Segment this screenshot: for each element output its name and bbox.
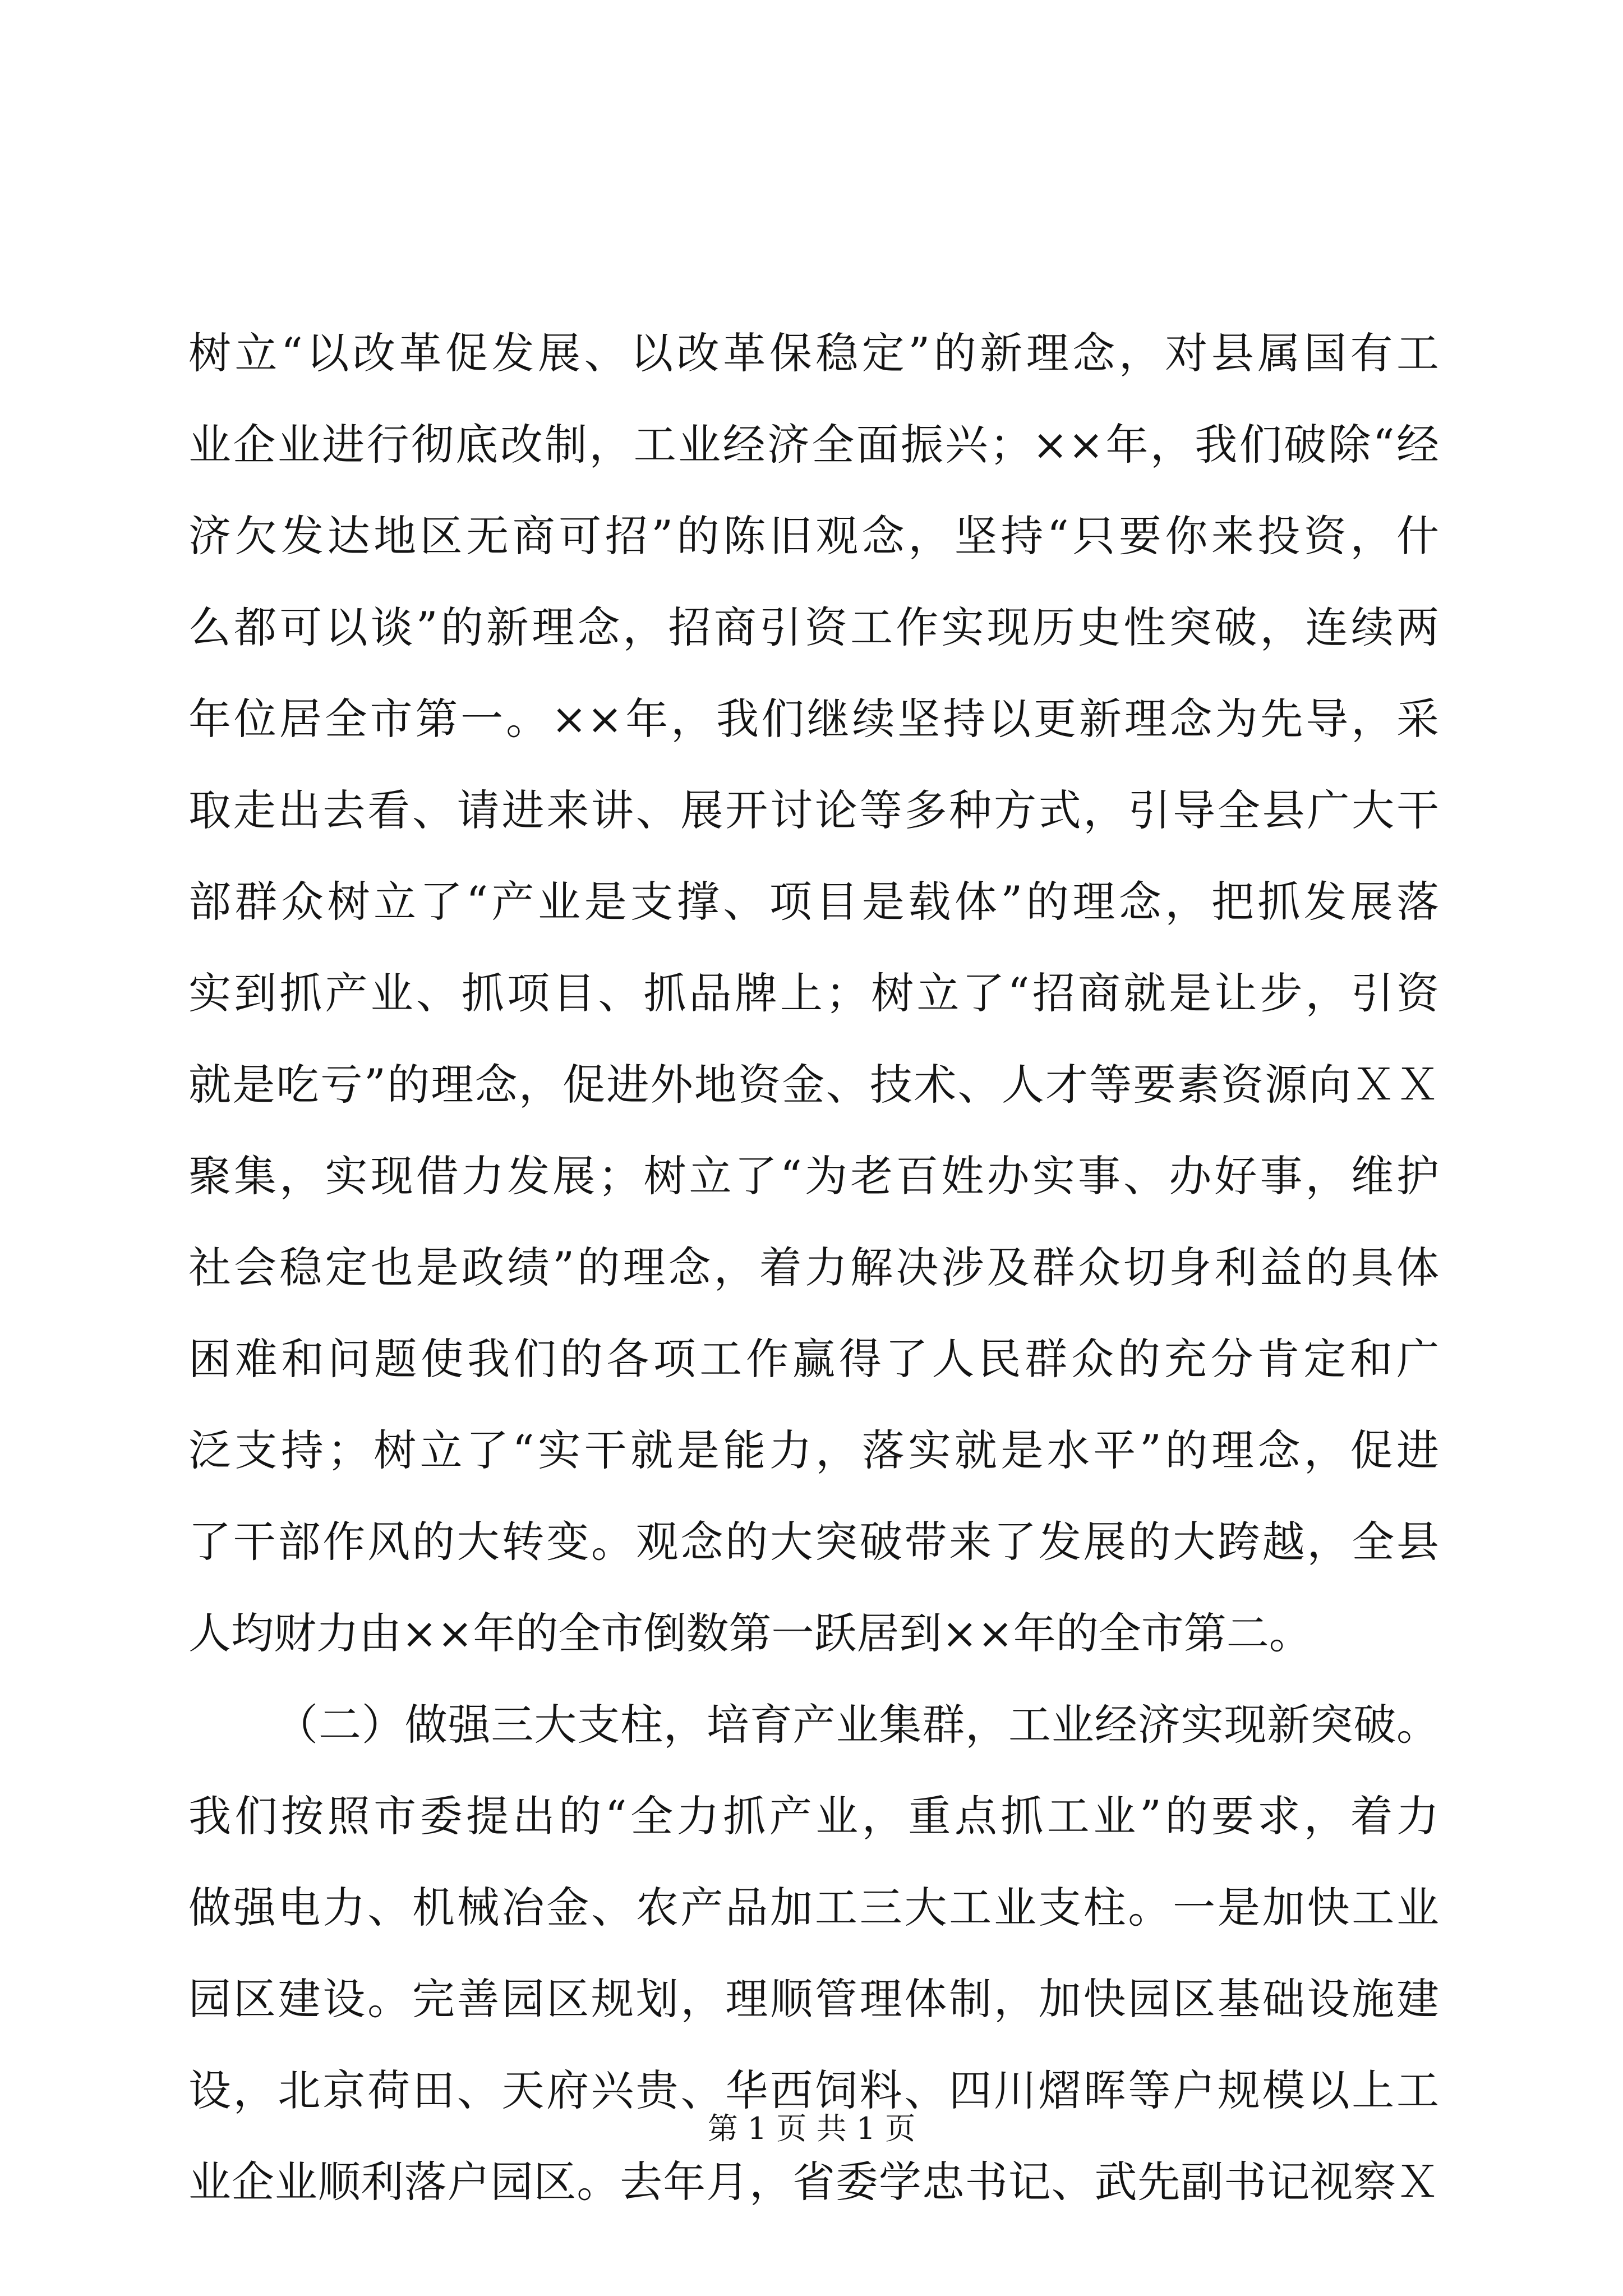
text-line: 聚集，实现借力发展；树立了“为老百姓办实事、办好事，维护 <box>188 1151 1439 1201</box>
text-line: 就是吃亏”的理念，促进外地资金、技术、人才等要素资源向ＸＸ <box>188 1060 1439 1110</box>
text-line: 业企业进行彻底改制，工业经济全面振兴；××年，我们破除“经 <box>188 420 1439 470</box>
text-line: 泛支持；树立了“实干就是能力，落实就是水平”的理念，促进 <box>188 1425 1439 1475</box>
text-line: 取走出去看、请进来讲、展开讨论等多种方式，引导全县广大干 <box>188 785 1439 835</box>
text-line: 做强电力、机械冶金、农产品加工三大工业支柱。一是加快工业 <box>188 1883 1439 1932</box>
text-line: 社会稳定也是政绩”的理念，着力解决涉及群众切身利益的具体 <box>188 1243 1439 1292</box>
text-line: 实到抓产业、抓项目、抓品牌上；树立了“招商就是让步，引资 <box>188 968 1439 1018</box>
text-line: 树立“以改革促发展、以改革保稳定”的新理念，对县属国有工 <box>188 328 1439 378</box>
text-line: 设，北京荷田、天府兴贵、华西饲料、四川熠晖等户规模以上工 <box>188 2065 1439 2115</box>
section-heading-line: （二）做强三大支柱，培育产业集群，工业经济实现新突破。 <box>275 1700 1439 1750</box>
text-line: 部群众树立了“产业是支撑、项目是载体”的理念，把抓发展落 <box>188 877 1439 927</box>
text-line: 业企业顺利落户园区。去年月，省委学忠书记、武先副书记视察Ｘ <box>188 2157 1439 2207</box>
text-line: 年位居全市第一。××年，我们继续坚持以更新理念为先导，采 <box>188 694 1439 744</box>
paragraph-end-line: 人均财力由××年的全市倒数第一跃居到××年的全市第二。 <box>188 1608 1312 1658</box>
text-line: 济欠发达地区无商可招”的陈旧观念，坚持“只要你来投资，什 <box>188 511 1439 561</box>
text-line: 困难和问题使我们的各项工作赢得了人民群众的充分肯定和广 <box>188 1334 1439 1384</box>
text-line: 了干部作风的大转变。观念的大突破带来了发展的大跨越，全县 <box>188 1517 1439 1567</box>
page-footer: 第 1 页 共 1 页 <box>707 2111 916 2146</box>
body-text <box>188 307 1439 2228</box>
text-line: 园区建设。完善园区规划，理顺管理体制，加快园区基础设施建 <box>188 1974 1439 2024</box>
text-line: 么都可以谈”的新理念，招商引资工作实现历史性突破，连续两 <box>188 602 1439 652</box>
text-line: 我们按照市委提出的“全力抓产业，重点抓工业”的要求，着力 <box>188 1791 1439 1841</box>
